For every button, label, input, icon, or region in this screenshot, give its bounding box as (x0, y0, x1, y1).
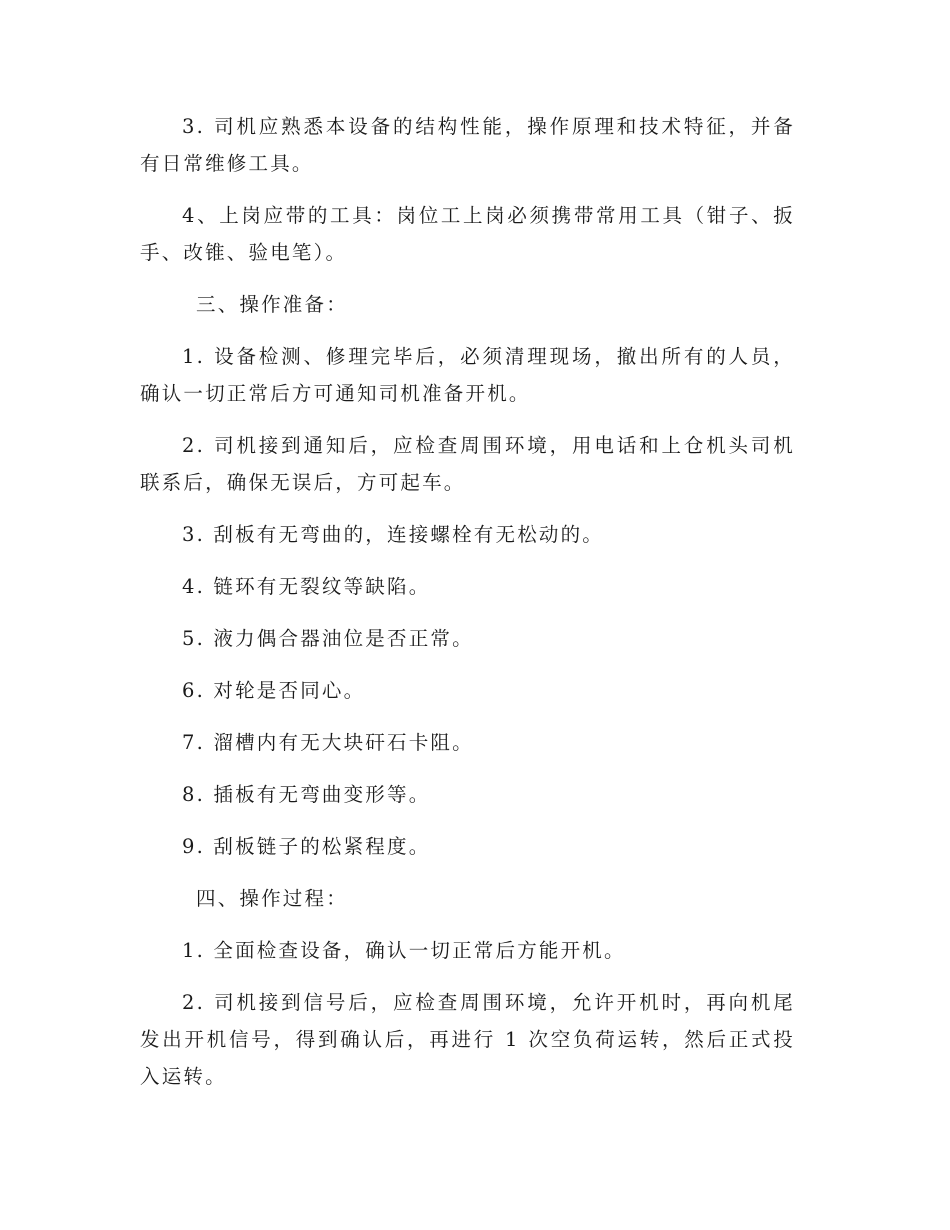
paragraph-prep-5-coupling-oil: 5. 液力偶合器油位是否正常。 (182, 627, 474, 650)
paragraph-prep-2-check-environment: 2. 司机接到通知后，应检查周围环境，用电话和上仓机头司机联系后，确保无误后，方可起车。 (140, 434, 795, 494)
paragraph-prep-1-clear-site: 1. 设备检测、修理完毕后，必须清理现场，撤出所有的人员，确认一切正常后方可通知司机准备开机。 (140, 345, 795, 405)
paragraph-process-1-inspect: 1. 全面检查设备，确认一切正常后方能开机。 (182, 939, 626, 962)
paragraph-prep-3-scraper-bolts: 3. 刮板有无弯曲的，连接螺栓有无松动的。 (182, 523, 605, 546)
paragraph-item-3-maintenance-tools: 3. 司机应熟悉本设备的结构性能，操作原理和技术特征，并备有日常维修工具。 (140, 115, 795, 175)
paragraph-item-4-required-tools: 4、上岗应带的工具：岗位工上岗必须携带常用工具（钳子、扳手、改锥、验电笔）。 (140, 204, 795, 264)
section-heading-operation-preparation: 三、操作准备： (196, 293, 348, 316)
paragraph-process-2-start-signal: 2. 司机接到信号后，应检查周围环境，允许开机时，再向机尾发出开机信号，得到确认后，再进行 1 次空负荷运转，然后正式投入运转。 (140, 991, 795, 1088)
paragraph-prep-7-chute-blockage: 7. 溜槽内有无大块矸石卡阻。 (182, 731, 474, 754)
paragraph-prep-9-chain-tension: 9. 刮板链子的松紧程度。 (182, 835, 431, 858)
paragraph-prep-8-plate-deformation: 8. 插板有无弯曲变形等。 (182, 783, 431, 806)
paragraph-prep-6-wheel-alignment: 6. 对轮是否同心。 (182, 679, 366, 702)
document-body (140, 108, 795, 1110)
section-heading-operation-process: 四、操作过程： (196, 887, 348, 910)
paragraph-prep-4-chain-cracks: 4. 链环有无裂纹等缺陷。 (182, 575, 431, 598)
